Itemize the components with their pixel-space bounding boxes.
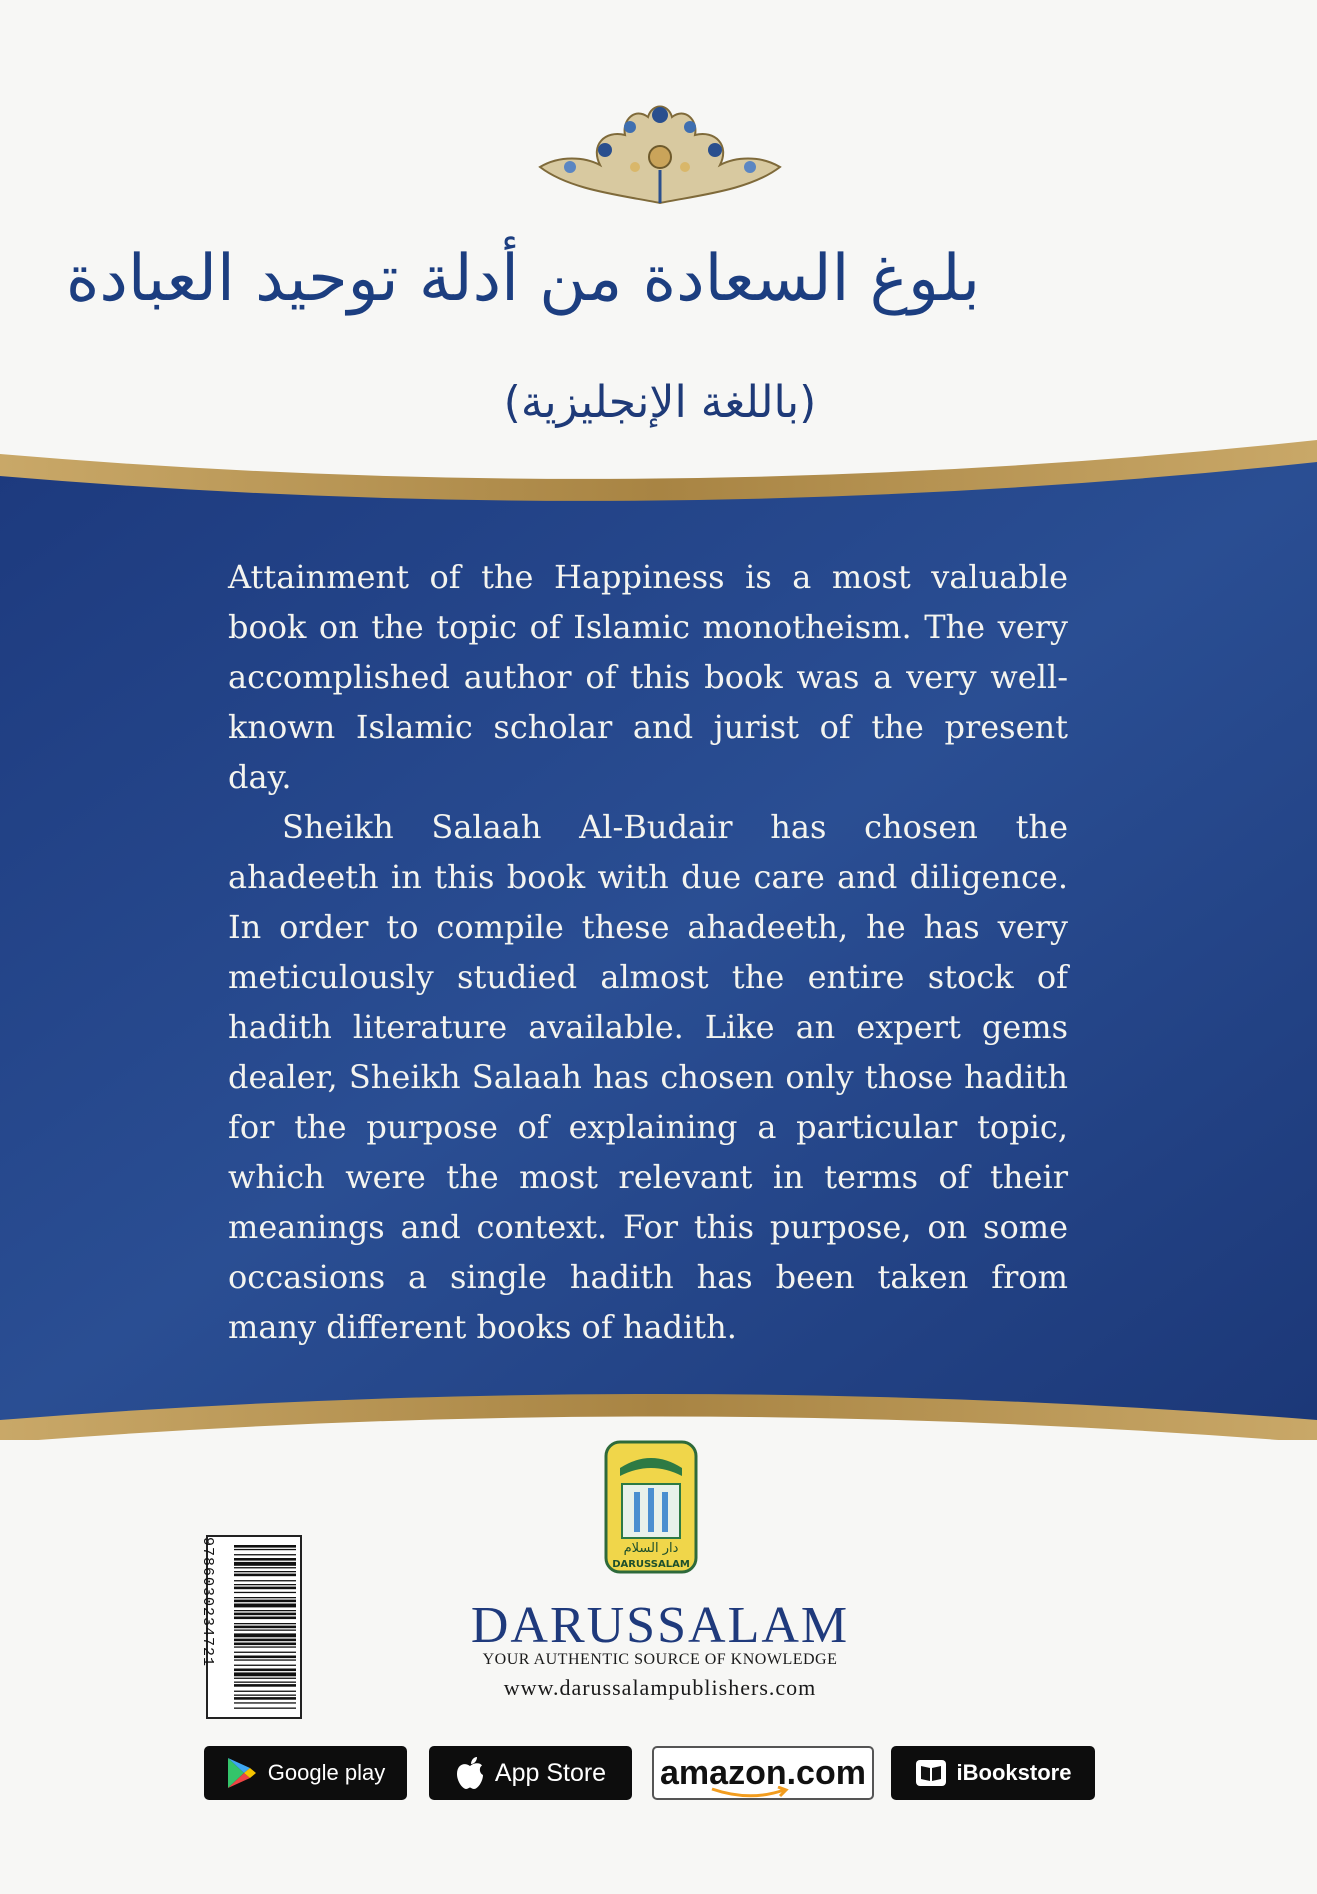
isbn-barcode	[199, 1535, 302, 1719]
isbn-number: 9786030234721	[199, 1537, 216, 1668]
logo-arabic-text: دار السلام	[623, 1541, 679, 1556]
amazon-label: amazon.com	[660, 1754, 866, 1792]
description-paragraph-2: Sheikh Salaah Al-Budair has chosen the ahadeeth in this book with due care and diligence. In order to compile these ahadeeth, he has very meticulously studied almost the entire stock of hadith literature available. Like an expert gems dealer, Sheikh Salaah has chosen only those hadith for the purpose of explaining a particular topic, which were the most relevant in terms of their meanings and context. For this purpose, on some occasions a single hadith has been taken from many different books of hadith.	[228, 808, 1068, 1346]
publisher-name: DARUSSALAM	[470, 1597, 850, 1654]
darussalam-logo-icon	[604, 1440, 698, 1574]
google-play-label: Google play	[267, 1760, 386, 1785]
amazon-badge[interactable]	[652, 1746, 874, 1800]
publisher-website: www.darussalampublishers.com	[503, 1675, 817, 1700]
floral-ornament-icon	[530, 95, 790, 210]
app-store-badge[interactable]	[429, 1746, 632, 1800]
book-description	[228, 552, 1068, 1352]
google-play-badge[interactable]	[204, 1746, 407, 1800]
ibookstore-badge[interactable]	[891, 1746, 1095, 1800]
logo-text: DARUSSALAM	[612, 1559, 690, 1570]
apple-icon	[455, 1756, 485, 1790]
google-play-icon	[226, 1756, 258, 1790]
app-store-label: App Store	[494, 1758, 607, 1787]
ibooks-icon	[915, 1759, 947, 1787]
amazon-smile-icon	[710, 1786, 790, 1800]
arabic-subtitle: (باللغة الإنجليزية)	[503, 377, 817, 428]
ibookstore-label: iBookstore	[956, 1760, 1072, 1785]
arabic-title: بلوغ السعادة من أدلة توحيد العبادة	[65, 242, 980, 316]
description-paragraph-1: Attainment of the Happiness is a most valuable book on the topic of Islamic monotheism. The very accomplished author of this book was a very well-known Islamic scholar and jurist of the present day.	[228, 558, 1068, 796]
publisher-tagline: YOUR AUTHENTIC SOURCE OF KNOWLEDGE	[482, 1651, 838, 1668]
